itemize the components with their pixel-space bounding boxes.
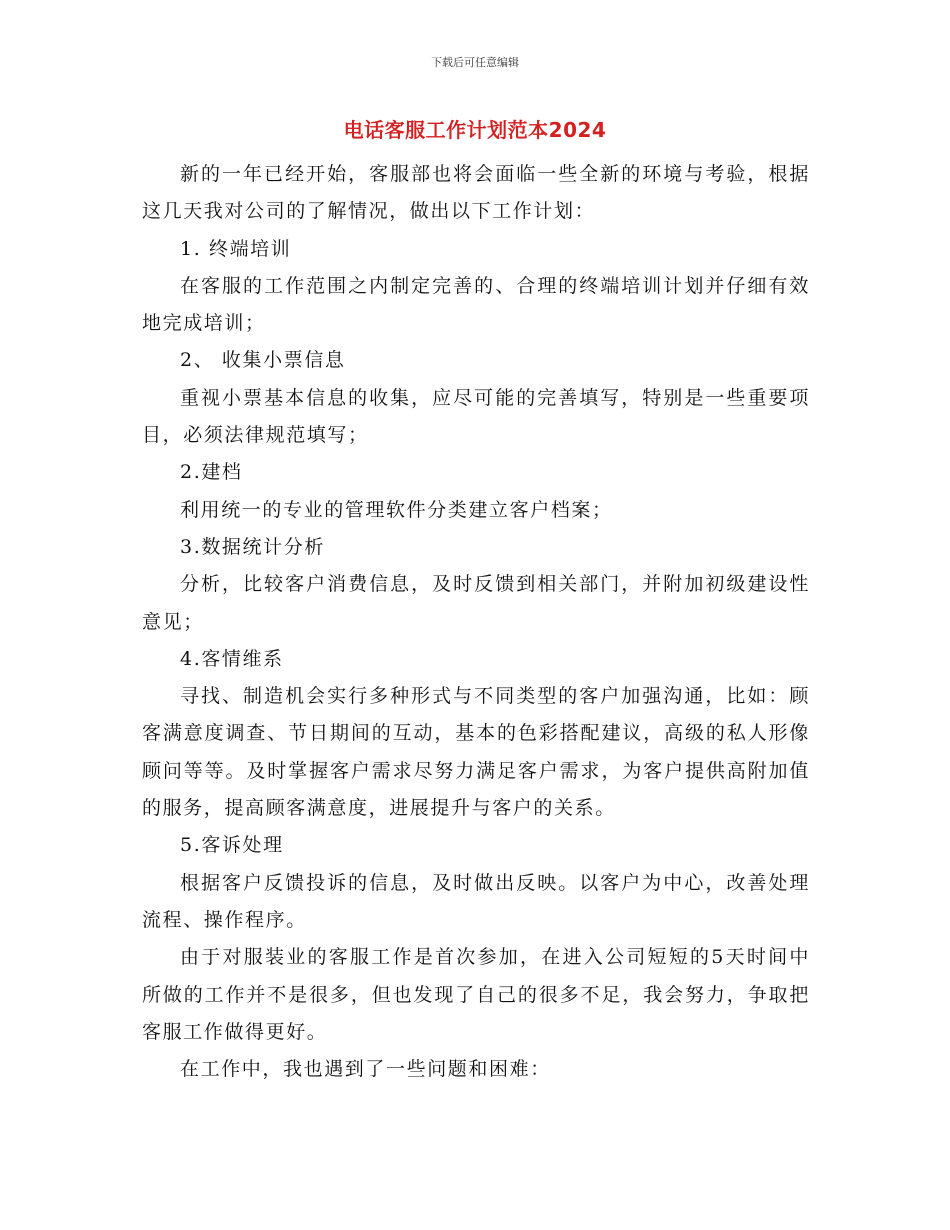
paragraph-customer-relations: 寻找、制造机会实行多种形式与不同类型的客户加强沟通，比如：顾客满意度调查、节日期间的互动，基本的色彩搭配建议，高级的私人形像顾问等等。及时掌握客户需求尽努力满足客户需求，为客户提供高附加值的服务，提高顾客满意度，进展提升与客户的关系。 [142, 685, 810, 820]
document-body [142, 156, 810, 1088]
paragraph-data-analysis: 分析，比较客户消费信息，及时反馈到相关部门，并附加初级建设性意见； [142, 573, 810, 633]
section-heading-filing: 2.建档 [180, 461, 243, 484]
paragraph-reflection: 由于对服装业的客服工作是首次参加，在进入公司短短的5天时间中所做的工作并不是很多，但也发现了自己的很多不足，我会努力，争取把客服工作做得更好。 [142, 946, 810, 1043]
paragraph-problems: 在工作中，我也遇到了一些问题和困难： [180, 1058, 551, 1081]
paragraph-receipt-info: 重视小票基本信息的收集，应尽可能的完善填写，特别是一些重要项目，必须法律规范填写； [142, 386, 810, 447]
paragraph-filing: 利用统一的专业的管理软件分类建立客户档案； [180, 498, 613, 521]
section-heading-complaint-handling: 5.客诉处理 [180, 834, 284, 857]
section-heading-data-analysis: 3.数据统计分析 [180, 535, 325, 558]
paragraph-terminal-training: 在客服的工作范围之内制定完善的、合理的终端培训计划并仔细有效地完成培训； [142, 274, 810, 335]
paragraph-intro: 新的一年已经开始，客服部也将会面临一些全新的环境与考验，根据这几天我对公司的了解情况，做出以下工作计划： [142, 163, 810, 223]
header-note: 下载后可任意编辑 [431, 56, 519, 69]
document-title: 电话客服工作计划范本2024 [343, 118, 607, 142]
paragraph-complaint-handling: 根据客户反馈投诉的信息，及时做出反映。以客户为中心，改善处理流程、操作程序。 [142, 871, 810, 931]
section-heading-customer-relations: 4.客情维系 [180, 647, 284, 670]
section-heading-receipt-info: 2、 收集小票信息 [180, 349, 346, 372]
section-heading-terminal-training: 1. 终端培训 [180, 237, 292, 260]
